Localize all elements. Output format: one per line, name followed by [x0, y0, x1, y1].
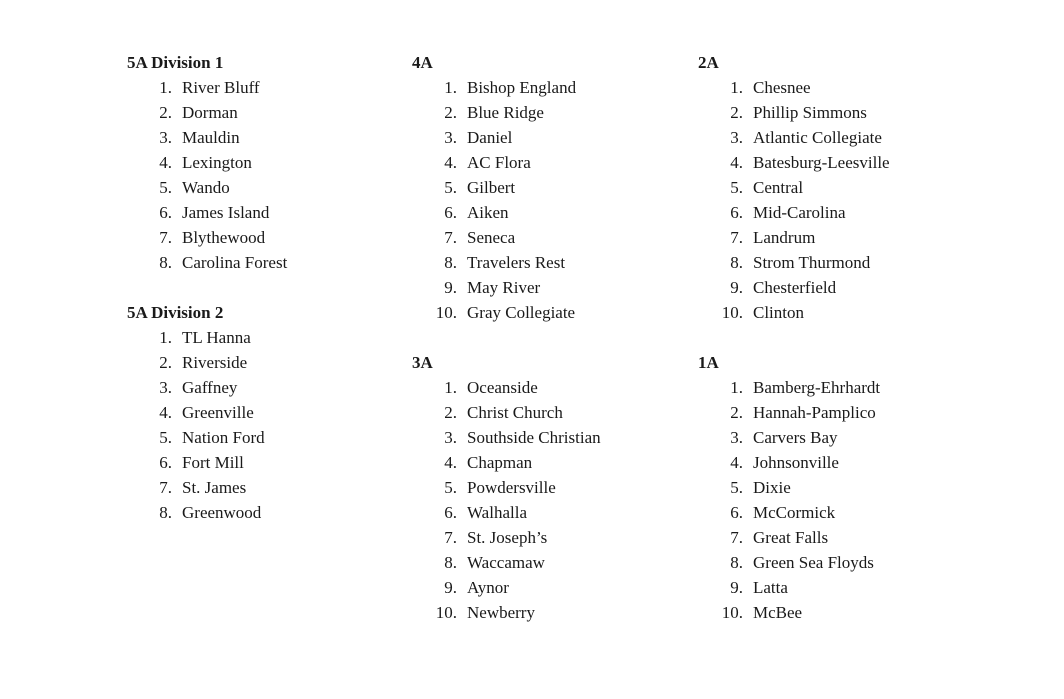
school-name: Nation Ford: [182, 428, 265, 447]
rank-number: 4.: [159, 153, 172, 172]
list-item: [412, 500, 682, 525]
list-item: [698, 425, 968, 450]
school-name: Atlantic Collegiate: [753, 128, 882, 147]
list-item: [412, 150, 682, 175]
section-5a-division-1: [127, 50, 397, 275]
list-item: [412, 525, 682, 550]
rank-number: 6.: [730, 503, 743, 522]
list-item: [698, 475, 968, 500]
section-heading: 4A: [412, 53, 433, 72]
list-item: [698, 125, 968, 150]
school-name: Blue Ridge: [467, 103, 544, 122]
rank-number: 7.: [444, 528, 457, 547]
school-name: Batesburg-Leesville: [753, 153, 890, 172]
rank-number: 5.: [444, 178, 457, 197]
rank-number: 5.: [730, 178, 743, 197]
school-name: Bishop England: [467, 78, 577, 97]
list-item: [412, 200, 682, 225]
rank-number: 2.: [444, 403, 457, 422]
list-item: [127, 75, 397, 100]
rank-number: 6.: [444, 203, 457, 222]
school-name: Aiken: [467, 203, 509, 222]
rank-number: 1.: [159, 78, 172, 97]
rank-number: 2.: [159, 353, 172, 372]
list-item: [698, 450, 968, 475]
section-4a: [412, 50, 682, 325]
list-item: [127, 150, 397, 175]
rank-number: 9.: [444, 278, 457, 297]
list-item: [127, 250, 397, 275]
list-item: [412, 225, 682, 250]
ranking-list: [698, 75, 968, 325]
rank-number: 10.: [435, 603, 457, 622]
school-name: Oceanside: [467, 378, 538, 397]
school-name: James Island: [182, 203, 270, 222]
section-3a: [412, 350, 682, 625]
list-item: [412, 575, 682, 600]
school-name: Mid-Carolina: [753, 203, 846, 222]
school-name: Bamberg-Ehrhardt: [753, 378, 881, 397]
school-name: Newberry: [467, 603, 535, 622]
list-item: [127, 450, 397, 475]
ranking-list: [127, 75, 397, 275]
list-item: [698, 575, 968, 600]
rank-number: 8.: [159, 503, 172, 522]
rank-number: 7.: [159, 228, 172, 247]
rank-number: 10.: [721, 603, 743, 622]
school-name: Mauldin: [182, 128, 240, 147]
rank-number: 9.: [730, 278, 743, 297]
school-name: Chapman: [467, 453, 533, 472]
rank-number: 4.: [444, 153, 457, 172]
rank-number: 1.: [730, 378, 743, 397]
rank-number: 5.: [159, 428, 172, 447]
school-name: Southside Christian: [467, 428, 601, 447]
rank-number: 6.: [159, 453, 172, 472]
school-name: Johnsonville: [753, 453, 839, 472]
list-item: [127, 325, 397, 350]
section-heading: 1A: [698, 353, 719, 372]
list-item: [698, 100, 968, 125]
rank-number: 10.: [435, 303, 457, 322]
rank-number: 10.: [721, 303, 743, 322]
rank-number: 4.: [730, 153, 743, 172]
rank-number: 8.: [730, 253, 743, 272]
rank-number: 3.: [159, 378, 172, 397]
school-name: Landrum: [753, 228, 816, 247]
school-name: May River: [467, 278, 541, 297]
list-item: [412, 175, 682, 200]
rank-number: 4.: [444, 453, 457, 472]
school-name: Phillip Simmons: [753, 103, 867, 122]
list-item: [412, 250, 682, 275]
school-name: Clinton: [753, 303, 805, 322]
school-name: Waccamaw: [467, 553, 545, 572]
list-item: [412, 550, 682, 575]
list-item: [412, 375, 682, 400]
list-item: [698, 400, 968, 425]
section-5a-division-2: [127, 300, 397, 525]
list-item: [127, 375, 397, 400]
school-name: Dorman: [182, 103, 238, 122]
school-name: Hannah-Pamplico: [753, 403, 876, 422]
school-name: TL Hanna: [182, 328, 251, 347]
rank-number: 1.: [159, 328, 172, 347]
school-name: Green Sea Floyds: [753, 553, 874, 572]
rank-number: 1.: [730, 78, 743, 97]
rank-number: 5.: [444, 478, 457, 497]
school-name: Riverside: [182, 353, 248, 372]
rank-number: 2.: [444, 103, 457, 122]
school-name: Latta: [753, 578, 788, 597]
school-name: Strom Thurmond: [753, 253, 871, 272]
list-item: [412, 100, 682, 125]
rank-number: 1.: [444, 378, 457, 397]
column-3: [698, 50, 968, 650]
school-name: Carolina Forest: [182, 253, 288, 272]
rank-number: 6.: [444, 503, 457, 522]
school-name: Gray Collegiate: [467, 303, 576, 322]
school-name: Greenwood: [182, 503, 262, 522]
rank-number: 8.: [444, 253, 457, 272]
list-item: [412, 600, 682, 625]
rank-number: 2.: [159, 103, 172, 122]
list-item: [412, 425, 682, 450]
ranking-list: [698, 375, 968, 625]
school-name: Seneca: [467, 228, 516, 247]
list-item: [698, 600, 968, 625]
list-item: [127, 400, 397, 425]
rank-number: 3.: [159, 128, 172, 147]
section-2a: [698, 50, 968, 325]
ranking-list: [412, 75, 682, 325]
list-item: [412, 275, 682, 300]
school-name: Aynor: [467, 578, 509, 597]
school-name: Fort Mill: [182, 453, 244, 472]
rank-number: 1.: [444, 78, 457, 97]
rank-number: 5.: [159, 178, 172, 197]
rank-number: 6.: [730, 203, 743, 222]
section-heading: 5A Division 2: [127, 303, 224, 322]
rank-number: 6.: [159, 203, 172, 222]
section-heading: 5A Division 1: [127, 53, 224, 72]
school-name: Blythewood: [182, 228, 266, 247]
list-item: [127, 200, 397, 225]
school-name: Gaffney: [182, 378, 238, 397]
school-name: Chesterfield: [753, 278, 837, 297]
school-name: AC Flora: [467, 153, 531, 172]
column-1: [127, 50, 397, 550]
school-name: Dixie: [753, 478, 791, 497]
list-item: [127, 475, 397, 500]
list-item: [698, 225, 968, 250]
rank-number: 3.: [730, 128, 743, 147]
school-name: St. James: [182, 478, 247, 497]
school-name: Daniel: [467, 128, 513, 147]
school-name: Powdersville: [467, 478, 556, 497]
list-item: [412, 75, 682, 100]
section-heading: 3A: [412, 353, 433, 372]
school-name: Central: [753, 178, 804, 197]
rank-number: 5.: [730, 478, 743, 497]
column-2: [412, 50, 682, 650]
list-item: [412, 400, 682, 425]
rank-number: 8.: [444, 553, 457, 572]
list-item: [127, 500, 397, 525]
rank-number: 2.: [730, 103, 743, 122]
school-name: Walhalla: [467, 503, 527, 522]
list-item: [698, 500, 968, 525]
list-item: [698, 175, 968, 200]
list-item: [412, 475, 682, 500]
ranking-list: [127, 325, 397, 525]
list-item: [127, 425, 397, 450]
list-item: [698, 275, 968, 300]
ranking-list: [412, 375, 682, 625]
rank-number: 8.: [159, 253, 172, 272]
section-1a: [698, 350, 968, 625]
rank-number: 8.: [730, 553, 743, 572]
school-name: Gilbert: [467, 178, 516, 197]
list-item: [412, 450, 682, 475]
school-name: Wando: [182, 178, 230, 197]
list-item: [127, 225, 397, 250]
list-item: [698, 250, 968, 275]
school-name: McCormick: [753, 503, 836, 522]
list-item: [127, 350, 397, 375]
school-name: Carvers Bay: [753, 428, 838, 447]
school-name: Lexington: [182, 153, 252, 172]
school-name: Great Falls: [753, 528, 829, 547]
school-name: St. Joseph’s: [467, 528, 548, 547]
school-name: Travelers Rest: [467, 253, 566, 272]
list-item: [698, 300, 968, 325]
rank-number: 7.: [159, 478, 172, 497]
list-item: [412, 300, 682, 325]
list-item: [127, 175, 397, 200]
school-name: Chesnee: [753, 78, 811, 97]
rank-number: 3.: [444, 128, 457, 147]
rank-number: 4.: [730, 453, 743, 472]
rank-number: 7.: [730, 528, 743, 547]
rank-number: 9.: [444, 578, 457, 597]
list-item: [698, 75, 968, 100]
school-name: Christ Church: [467, 403, 563, 422]
rank-number: 3.: [444, 428, 457, 447]
list-item: [698, 550, 968, 575]
list-item: [698, 150, 968, 175]
list-item: [698, 525, 968, 550]
list-item: [127, 125, 397, 150]
rank-number: 9.: [730, 578, 743, 597]
school-name: River Bluff: [182, 78, 260, 97]
school-name: Greenville: [182, 403, 254, 422]
list-item: [127, 100, 397, 125]
school-name: McBee: [753, 603, 803, 622]
list-item: [698, 200, 968, 225]
rank-number: 3.: [730, 428, 743, 447]
rank-number: 7.: [444, 228, 457, 247]
list-item: [412, 125, 682, 150]
rank-number: 4.: [159, 403, 172, 422]
section-heading: 2A: [698, 53, 719, 72]
rank-number: 2.: [730, 403, 743, 422]
list-item: [698, 375, 968, 400]
rank-number: 7.: [730, 228, 743, 247]
